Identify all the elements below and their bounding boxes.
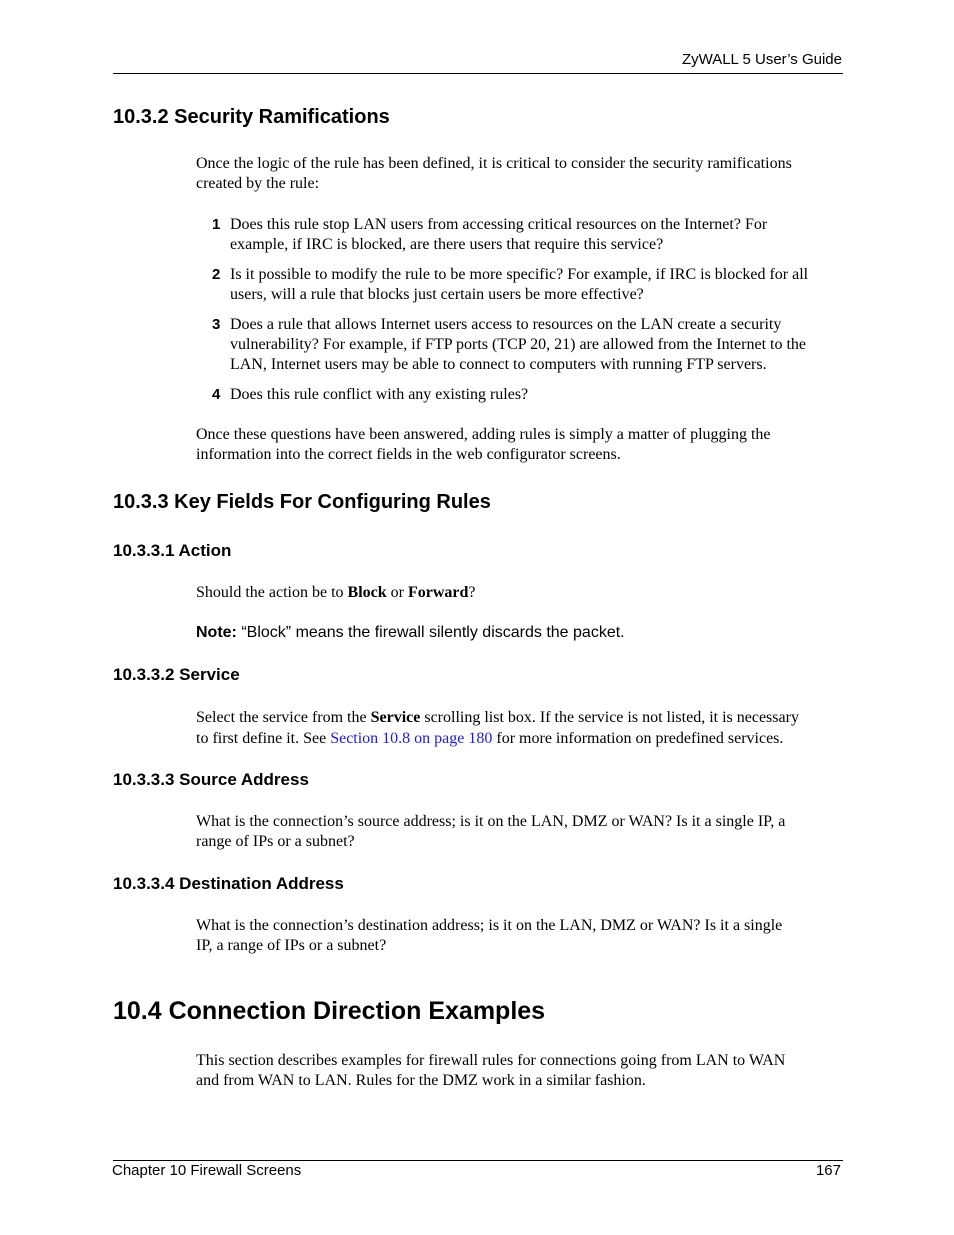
text-span: Should the action be to <box>196 584 348 601</box>
list-item-number: 2 <box>212 266 221 283</box>
text-line: Does this rule stop LAN users from accessing critical resources on the Internet? For <box>230 216 768 233</box>
intro-paragraph <box>196 154 846 194</box>
subsection-heading-destination-address: 10.3.3.4 Destination Address <box>113 874 344 893</box>
text-line: information into the correct fields in the web configurator screens. <box>196 446 621 463</box>
text-line: users, will a rule that blocks just certain users be more effective? <box>230 286 644 303</box>
section-heading-connection-direction: 10.4 Connection Direction Examples <box>113 997 546 1025</box>
text-line: Does a rule that allows Internet users access to resources on the LAN create a security <box>230 316 782 333</box>
subsection-heading-action: 10.3.3.1 Action <box>113 541 232 560</box>
action-paragraph <box>196 583 846 603</box>
text-line: and from WAN to LAN. Rules for the DMZ work in a similar fashion. <box>196 1072 646 1089</box>
bold-term-service: Service <box>370 709 421 726</box>
section-heading-security-ramifications: 10.3.2 Security Ramifications <box>113 106 390 128</box>
footer-chapter: Chapter 10 Firewall Screens <box>112 1162 302 1179</box>
subsection-heading-service: 10.3.3.2 Service <box>113 665 240 684</box>
text-line: example, if IRC is blocked, are there users that require this service? <box>230 236 664 253</box>
list-item-number: 4 <box>212 386 221 403</box>
text-line: created by the rule: <box>196 175 320 192</box>
bold-term-forward: Forward <box>407 584 469 601</box>
text-line: IP, a range of IPs or a subnet? <box>196 937 387 954</box>
text-line: range of IPs or a subnet? <box>196 833 355 850</box>
list-item-number: 1 <box>212 216 221 233</box>
text-line: Is it possible to modify the rule to be more specific? For example, if IRC is blocked for all <box>230 266 809 283</box>
list-item <box>230 265 846 305</box>
text-line <box>196 707 846 728</box>
footer-divider <box>113 1160 843 1161</box>
destination-paragraph <box>196 916 846 956</box>
service-paragraph <box>196 707 846 749</box>
text-span: ? <box>468 584 476 601</box>
text-line: What is the connection’s destination address; is it on the LAN, DMZ or WAN? Is it a single <box>196 917 783 934</box>
text-span: Select the service from the <box>196 709 371 726</box>
text-line: vulnerability? For example, if FTP ports (TCP 20, 21) are allowed from the Internet to the <box>230 336 807 353</box>
bold-term-block: Block <box>347 584 387 601</box>
list-item-number: 3 <box>212 316 221 333</box>
text-line: Once the logic of the rule has been defined, it is critical to consider the security ramifications <box>196 155 792 172</box>
section-heading-key-fields: 10.3.3 Key Fields For Configuring Rules <box>113 491 491 513</box>
list-item <box>230 215 846 255</box>
list-item <box>230 385 846 405</box>
note-label: Note: <box>196 624 237 641</box>
section-link[interactable]: Section 10.8 on page 180 <box>330 730 493 747</box>
page-number: 167 <box>815 1162 841 1179</box>
text-line <box>196 728 846 749</box>
text-span: or <box>386 584 408 601</box>
text-span: for more information on predefined services. <box>492 730 784 747</box>
connection-paragraph <box>196 1051 846 1091</box>
source-paragraph <box>196 812 846 852</box>
text-line: What is the connection’s source address; is it on the LAN, DMZ or WAN? Is it a single IP, a <box>196 813 786 830</box>
header-divider <box>113 73 843 74</box>
text-line: Does this rule conflict with any existing rules? <box>230 386 529 403</box>
text-line: This section describes examples for firewall rules for connections going from LAN to WAN <box>196 1052 786 1069</box>
list-item <box>230 315 846 375</box>
text-line: Once these questions have been answered, adding rules is simply a matter of plugging the <box>196 426 771 443</box>
note-text: “Block” means the firewall silently discards the packet. <box>236 624 625 641</box>
guide-title: ZyWALL 5 User’s Guide <box>681 51 842 68</box>
subsection-heading-source-address: 10.3.3.3 Source Address <box>113 770 309 789</box>
text-span: scrolling list box. If the service is not listed, it is necessary <box>420 709 799 726</box>
text-span: to first define it. See <box>196 730 331 747</box>
note <box>196 624 625 642</box>
text-line: LAN, Internet users may be able to connect to computers with running FTP servers. <box>230 356 767 373</box>
outro-paragraph <box>196 425 846 465</box>
